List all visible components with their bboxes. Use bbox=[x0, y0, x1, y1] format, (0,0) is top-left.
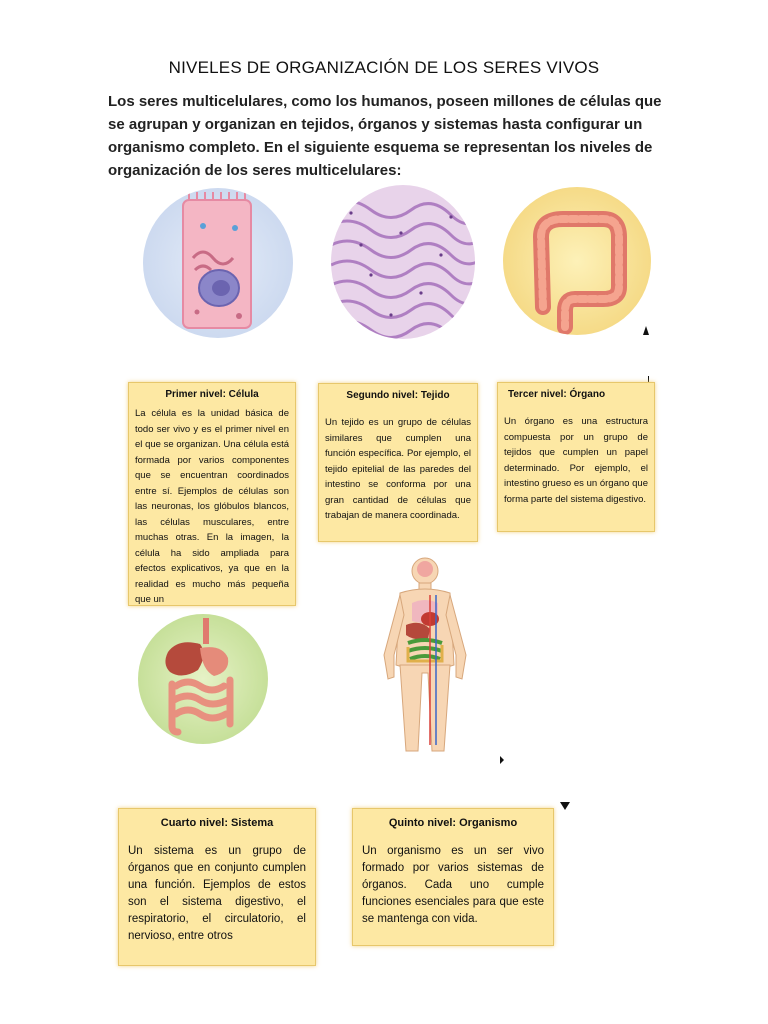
level-box-tissue bbox=[318, 383, 478, 542]
level-box-organ bbox=[497, 382, 655, 532]
cell-illustration bbox=[143, 188, 293, 338]
human-body-illustration bbox=[370, 555, 480, 760]
level-heading: Quinto nivel: Organismo bbox=[388, 817, 518, 829]
digestive-system-illustration bbox=[138, 614, 268, 744]
level-heading: Tercer nivel: Órgano bbox=[508, 389, 606, 400]
level-box-cell bbox=[128, 382, 296, 606]
tissue-illustration bbox=[331, 185, 475, 339]
level-description: Un sistema es un grupo de órganos que en conjunto cumplen una función. Ejemplos de estos son el sistema digestivo, el respiratorio, el circulatorio, el nervioso, entre otros bbox=[128, 845, 306, 942]
corner-mark bbox=[500, 756, 504, 764]
large-intestine-illustration bbox=[503, 187, 651, 335]
page-title: NIVELES DE ORGANIZACIÓN DE LOS SERES VIVOS bbox=[168, 58, 600, 77]
corner-mark bbox=[643, 326, 649, 335]
level-box-organism bbox=[352, 808, 554, 946]
level-box-system bbox=[118, 808, 316, 966]
level-description: La célula es la unidad básica de todo ser vivo y es el primer nivel en el que se organizan. Una célula está formada por varios componentes que se encuentran coordinados entre sí. Ejemplos de células son las neuronas, los glóbulos blancos, las células musculares, entre muchas otras. En la imagen, la célula ha sido ampliada para efectos explicativos, ya que en la realidad es mucho más pequeña que un bbox=[135, 408, 289, 605]
corner-mark bbox=[560, 802, 570, 810]
level-heading: Segundo nivel: Tejido bbox=[346, 390, 450, 401]
level-description: Un organismo es un ser vivo formado por varios sistemas de órganos. Cada uno cumple funciones esenciales para que este se mantenga con vida. bbox=[362, 845, 544, 925]
level-description: Un tejido es un grupo de células similares que cumplen una función específica. Por ejemplo, el tejido epitelial de las paredes del intestino se conforma por una gran cantidad de células que trabajan de manera coordinada. bbox=[325, 417, 471, 521]
intro-paragraph: Los seres multicelulares, como los humanos, poseen millones de células que se agrupan y organizan en tejidos, órganos y sistemas hasta configurar un organismo completo. En el siguiente esquema se representan los niveles de organización de los seres multicelulares: bbox=[108, 93, 662, 179]
level-description: Un órgano es una estructura compuesta por un grupo de tejidos que cumplen un papel determinado. Por ejemplo, el intestino grueso es un órgano que forma parte del sistema digestivo. bbox=[504, 416, 648, 505]
level-heading: Primer nivel: Célula bbox=[165, 389, 259, 400]
level-heading: Cuarto nivel: Sistema bbox=[160, 817, 274, 829]
